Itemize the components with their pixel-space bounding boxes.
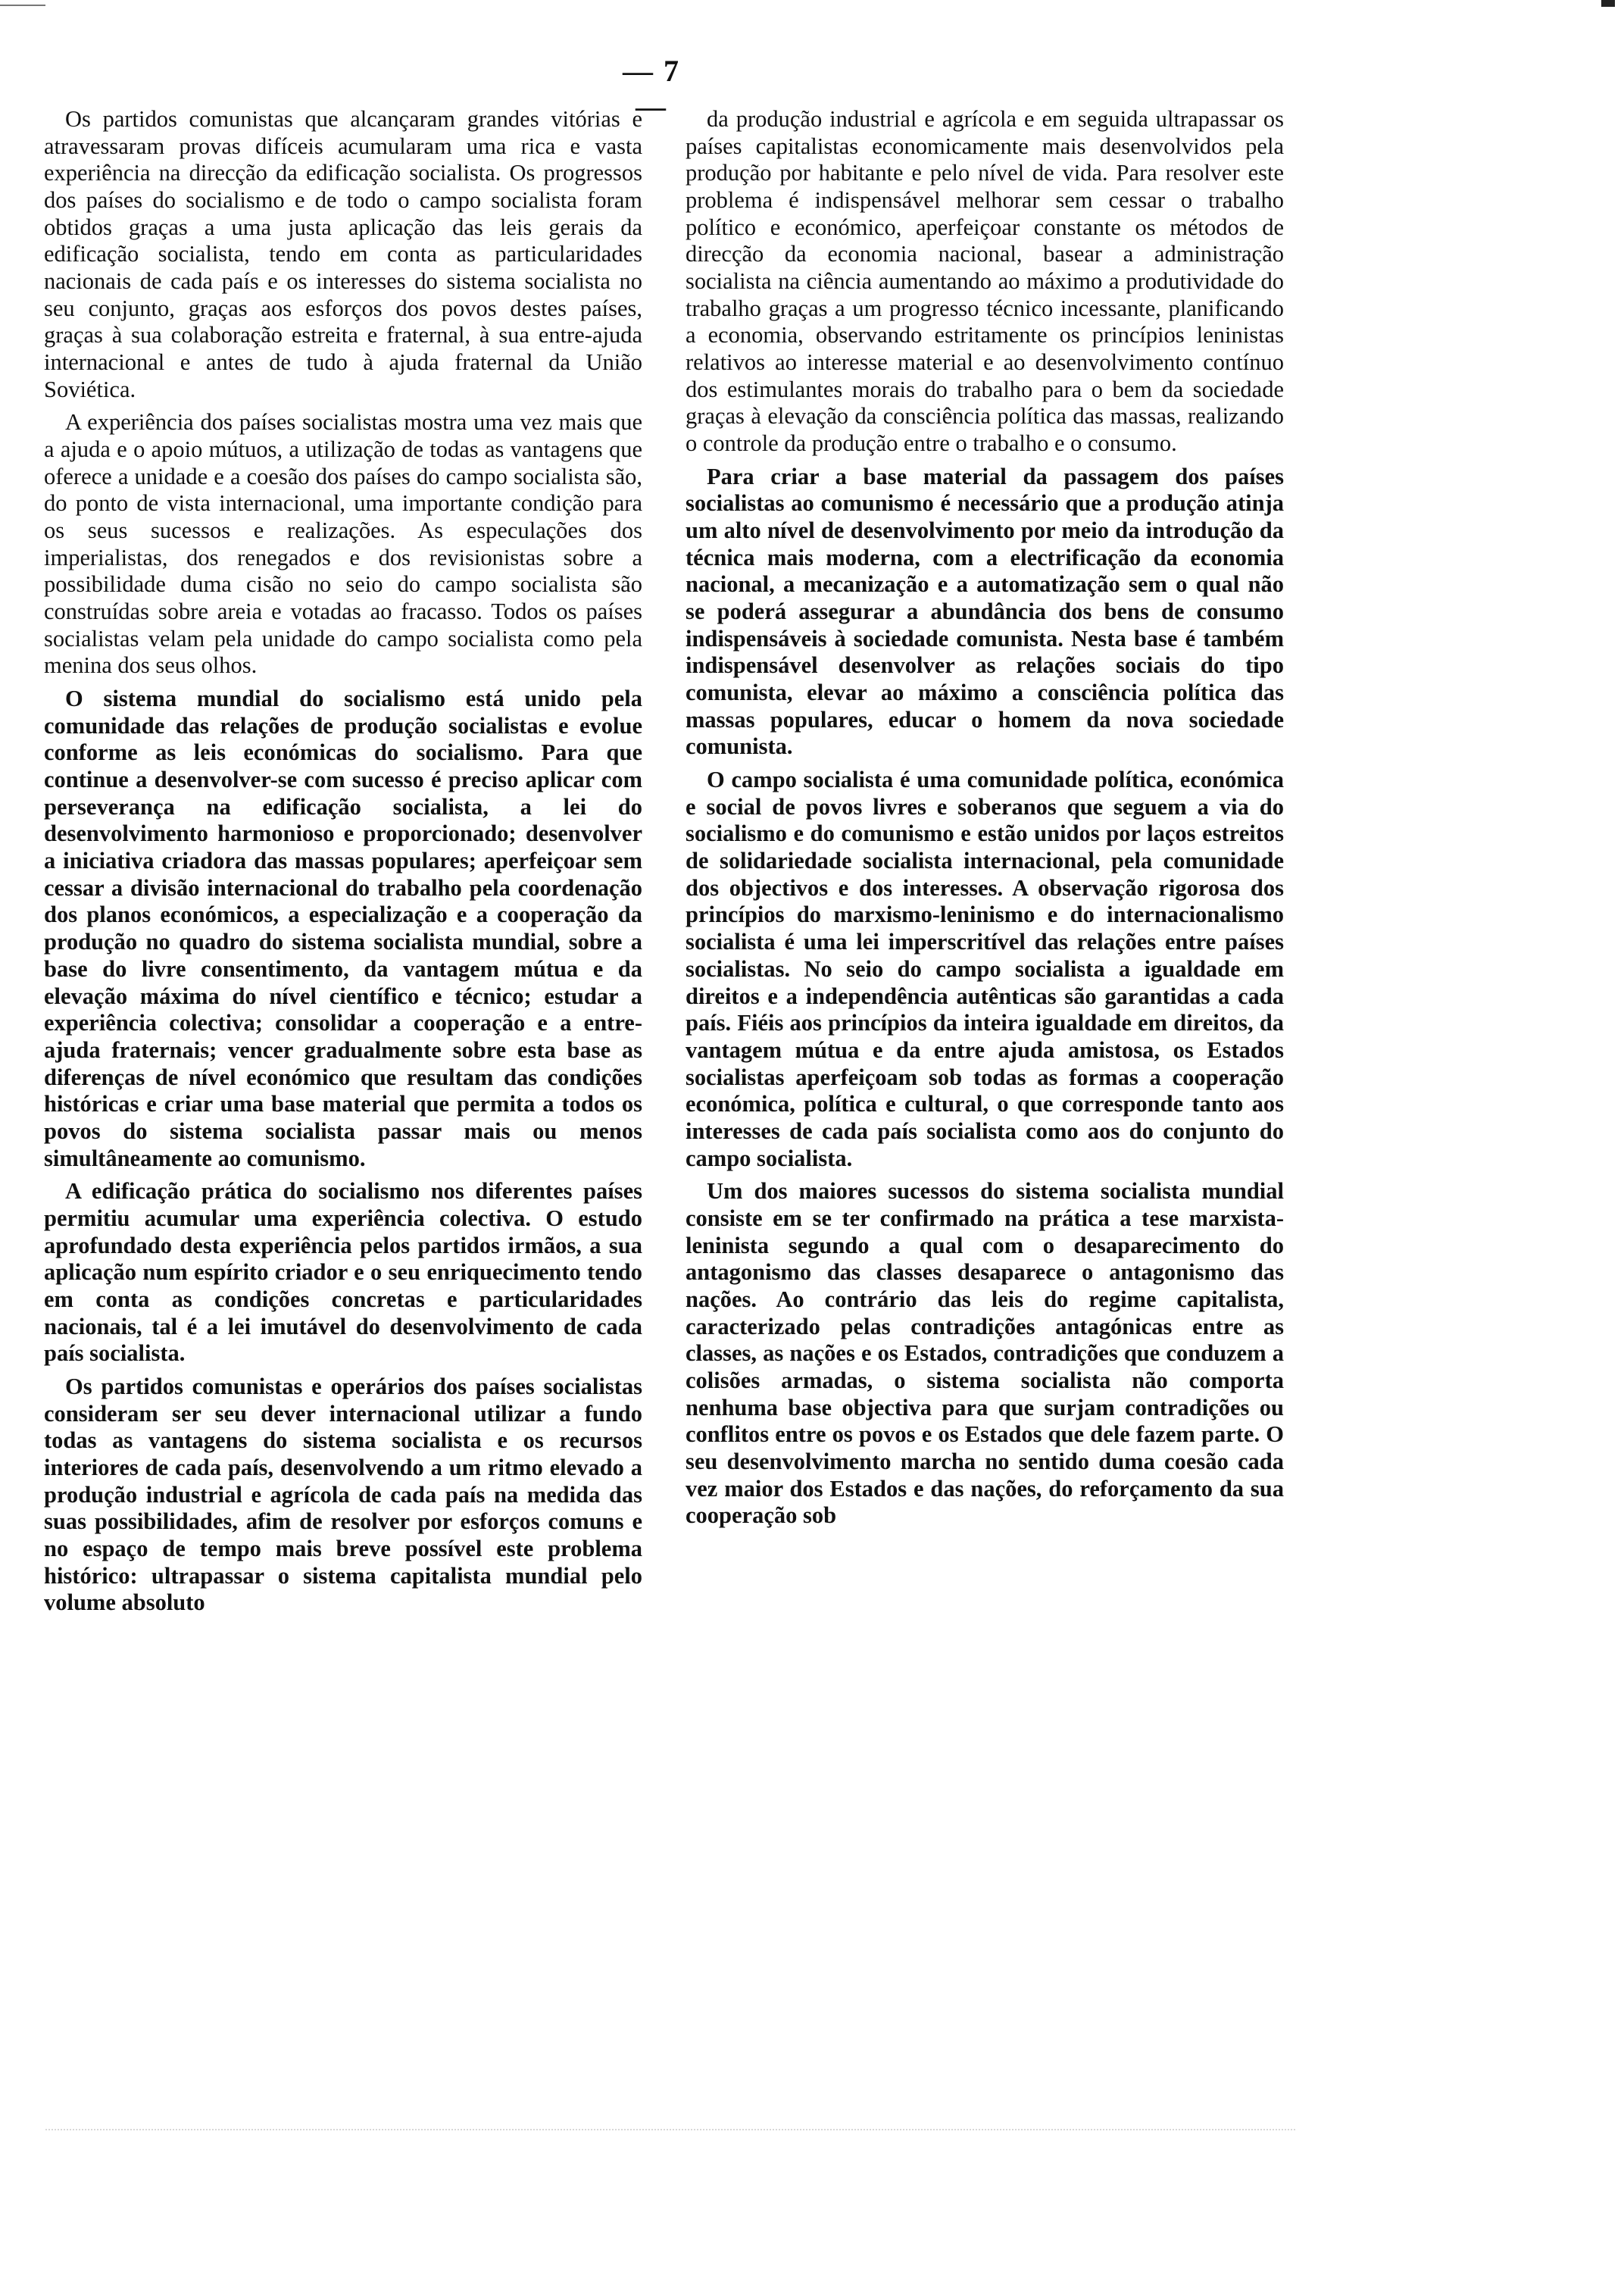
paragraph: O campo socialista é uma comunidade política, económica e social de povos livres e soberanos que seguem a via do socialismo e do comunismo e estão unidos por laços estreitos de solidariedade socialista internacional, pela comunidade dos objectivos e dos interesses. A observação rigorosa dos princípios do marxismo-leninismo e do internacionalismo socialista é uma lei imperscritível das relações entre países socialistas. No seio do campo socialista a igualdade em direitos e a independência autênticas são garantidas a cada país. Fiéis aos princípios da inteira igualdade em direitos, da vantagem mútua e da entre ajuda amistosa, os Estados socialistas aperfeiçoam sob todas as formas a cooperação económica, política e cultural, o que corresponde tanto aos interesses de cada país socialista como aos do conjunto do campo socialista. [686,767,1284,1171]
paragraph: A edificação prática do socialismo nos diferentes países permitiu acumular uma experiência colectiva. O estudo aprofundado desta experiência pelos partidos irmãos, a sua aplicação num espírito criador e o seu enriquecimento tendo em conta as condições concretas e particularidades nacionais, tal é a lei imutável do desenvolvimento de cada país socialista. [44,1178,642,1367]
paragraph: da produção industrial e agrícola e em seguida ultrapassar os países capitalistas economicamente mais desenvolvidos pela produção por habitante e pelo nível de vida. Para resolver este problema é indispensável melhorar sem cessar o trabalho político e económico, aperfeiçoar constante os métodos de direcção da economia nacional, basear a administração socialista na ciência aumentando ao máximo a produtividade do trabalho graças a um progresso técnico incessante, planificando a economia, observando estritamente os princípios leninistas relativos ao interesse material e ao desenvolvimento contínuo dos estimulantes morais do trabalho para o bem da sociedade graças à elevação da consciência política das massas, realizando o controle da produção entre o trabalho e o consumo. [686,106,1284,457]
left-column [44,106,642,1623]
scan-noise-line [45,2129,1295,2130]
paragraph: O sistema mundial do socialismo está unido pela comunidade das relações de produção socialistas e evolue conforme as leis económicas do socialismo. Para que continue a desenvolver-se com sucesso é preciso aplicar com perseverança na edificação socialista, a lei do desenvolvimento harmonioso e proporcionado; desenvolver a iniciativa criadora das massas populares; aperfeiçoar sem cessar a divisão internacional do trabalho pela coordenação dos planos económicos, a especialização e a cooperação da produção no quadro do sistema socialista mundial, sobre a base do livre consentimento, da vantagem mútua e da elevação máxima do nível científico e técnico; estudar a experiência colectiva; consolidar a cooperação e a entre-ajuda fraternais; vencer gradualmente sobre esta base as diferenças de nível económico que resultam das condições históricas e criar uma base material que permita a todos os povos do sistema socialista passar mais ou menos simultâneamente ao comunismo. [44,686,642,1171]
page-number: — 7 — [623,54,680,123]
paragraph: Um dos maiores sucessos do sistema socialista mundial consiste em se ter confirmado na prática a tese marxista-leninista segundo a qual com o desaparecimento do antagonismo das classes desaparece o antagonismo das nações. Ao contrário das leis do regime capitalista, caracterizado pelas contradições antagónicas entre as classes, as nações e os Estados, contradições que conduzem a colisões armadas, o sistema socialista não comporta nenhuma base objectiva para que surjam contradições ou conflitos entre os povos e os Estados que dele fazem parte. O seu desenvolvimento marcha no sentido duma coesão cada vez maior dos Estados e das nações, do reforçamento da sua cooperação sob [686,1178,1284,1529]
paragraph: Para criar a base material da passagem dos países socialistas ao comunismo é necessário que a produção atinja um alto nível de desenvolvimento por meio da introdução da técnica mais moderna, com a electrificação da economia nacional, a mecanização e a automatização sem o qual não se poderá assegurar a abundância dos bens de consumo indispensáveis à sociedade comunista. Nesta base é também indispensável desenvolver as relações sociais do tipo comunista, elevar ao máximo a consciência política das massas populares, educar o homem da nova sociedade comunista. [686,463,1284,760]
scan-corner-mark [1601,0,1615,7]
paragraph: Os partidos comunistas e operários dos países socialistas consideram ser seu dever internacional utilizar a fundo todas as vantagens do sistema socialista e os recursos interiores de cada país, desenvolvendo a um ritmo elevado a produção industrial e agrícola de cada país na medida das suas possibilidades, afim de resolver por esforços comuns e no espaço de tempo mais breve possível este problema histórico: ultrapassar o sistema capitalista mundial pelo volume absoluto [44,1373,642,1616]
right-column [686,106,1284,1536]
paragraph: Os partidos comunistas que alcançaram grandes vitórias e atravessaram provas difíceis acumularam uma rica e vasta experiência na direcção da edificação socialista. Os progressos dos países do socialismo e de todo o campo socialista foram obtidos graças a uma justa aplicação das leis gerais da edificação socialista, tendo em conta as particularidades nacionais de cada país e os interesses do sistema socialista no seu conjunto, graças aos esforços dos povos destes países, graças à sua colaboração estreita e fraternal, à sua entre-ajuda internacional e antes de tudo à ajuda fraternal da União Soviética. [44,106,642,402]
top-edge-rule [0,5,45,6]
paragraph: A experiência dos países socialistas mostra uma vez mais que a ajuda e o apoio mútuos, a utilização de todas as vantagens que oferece a unidade e a coesão dos países do campo socialista são, do ponto de vista internacional, uma importante condição para os seus sucessos e realizações. As especulações dos imperialistas, dos renegados e dos revisionistas sobre a possibilidade duma cisão no seio do campo socialista são construídas sobre areia e votadas ao fracasso. Todos os países socialistas velam pela unidade do campo socialista como pela menina dos seus olhos. [44,409,642,679]
